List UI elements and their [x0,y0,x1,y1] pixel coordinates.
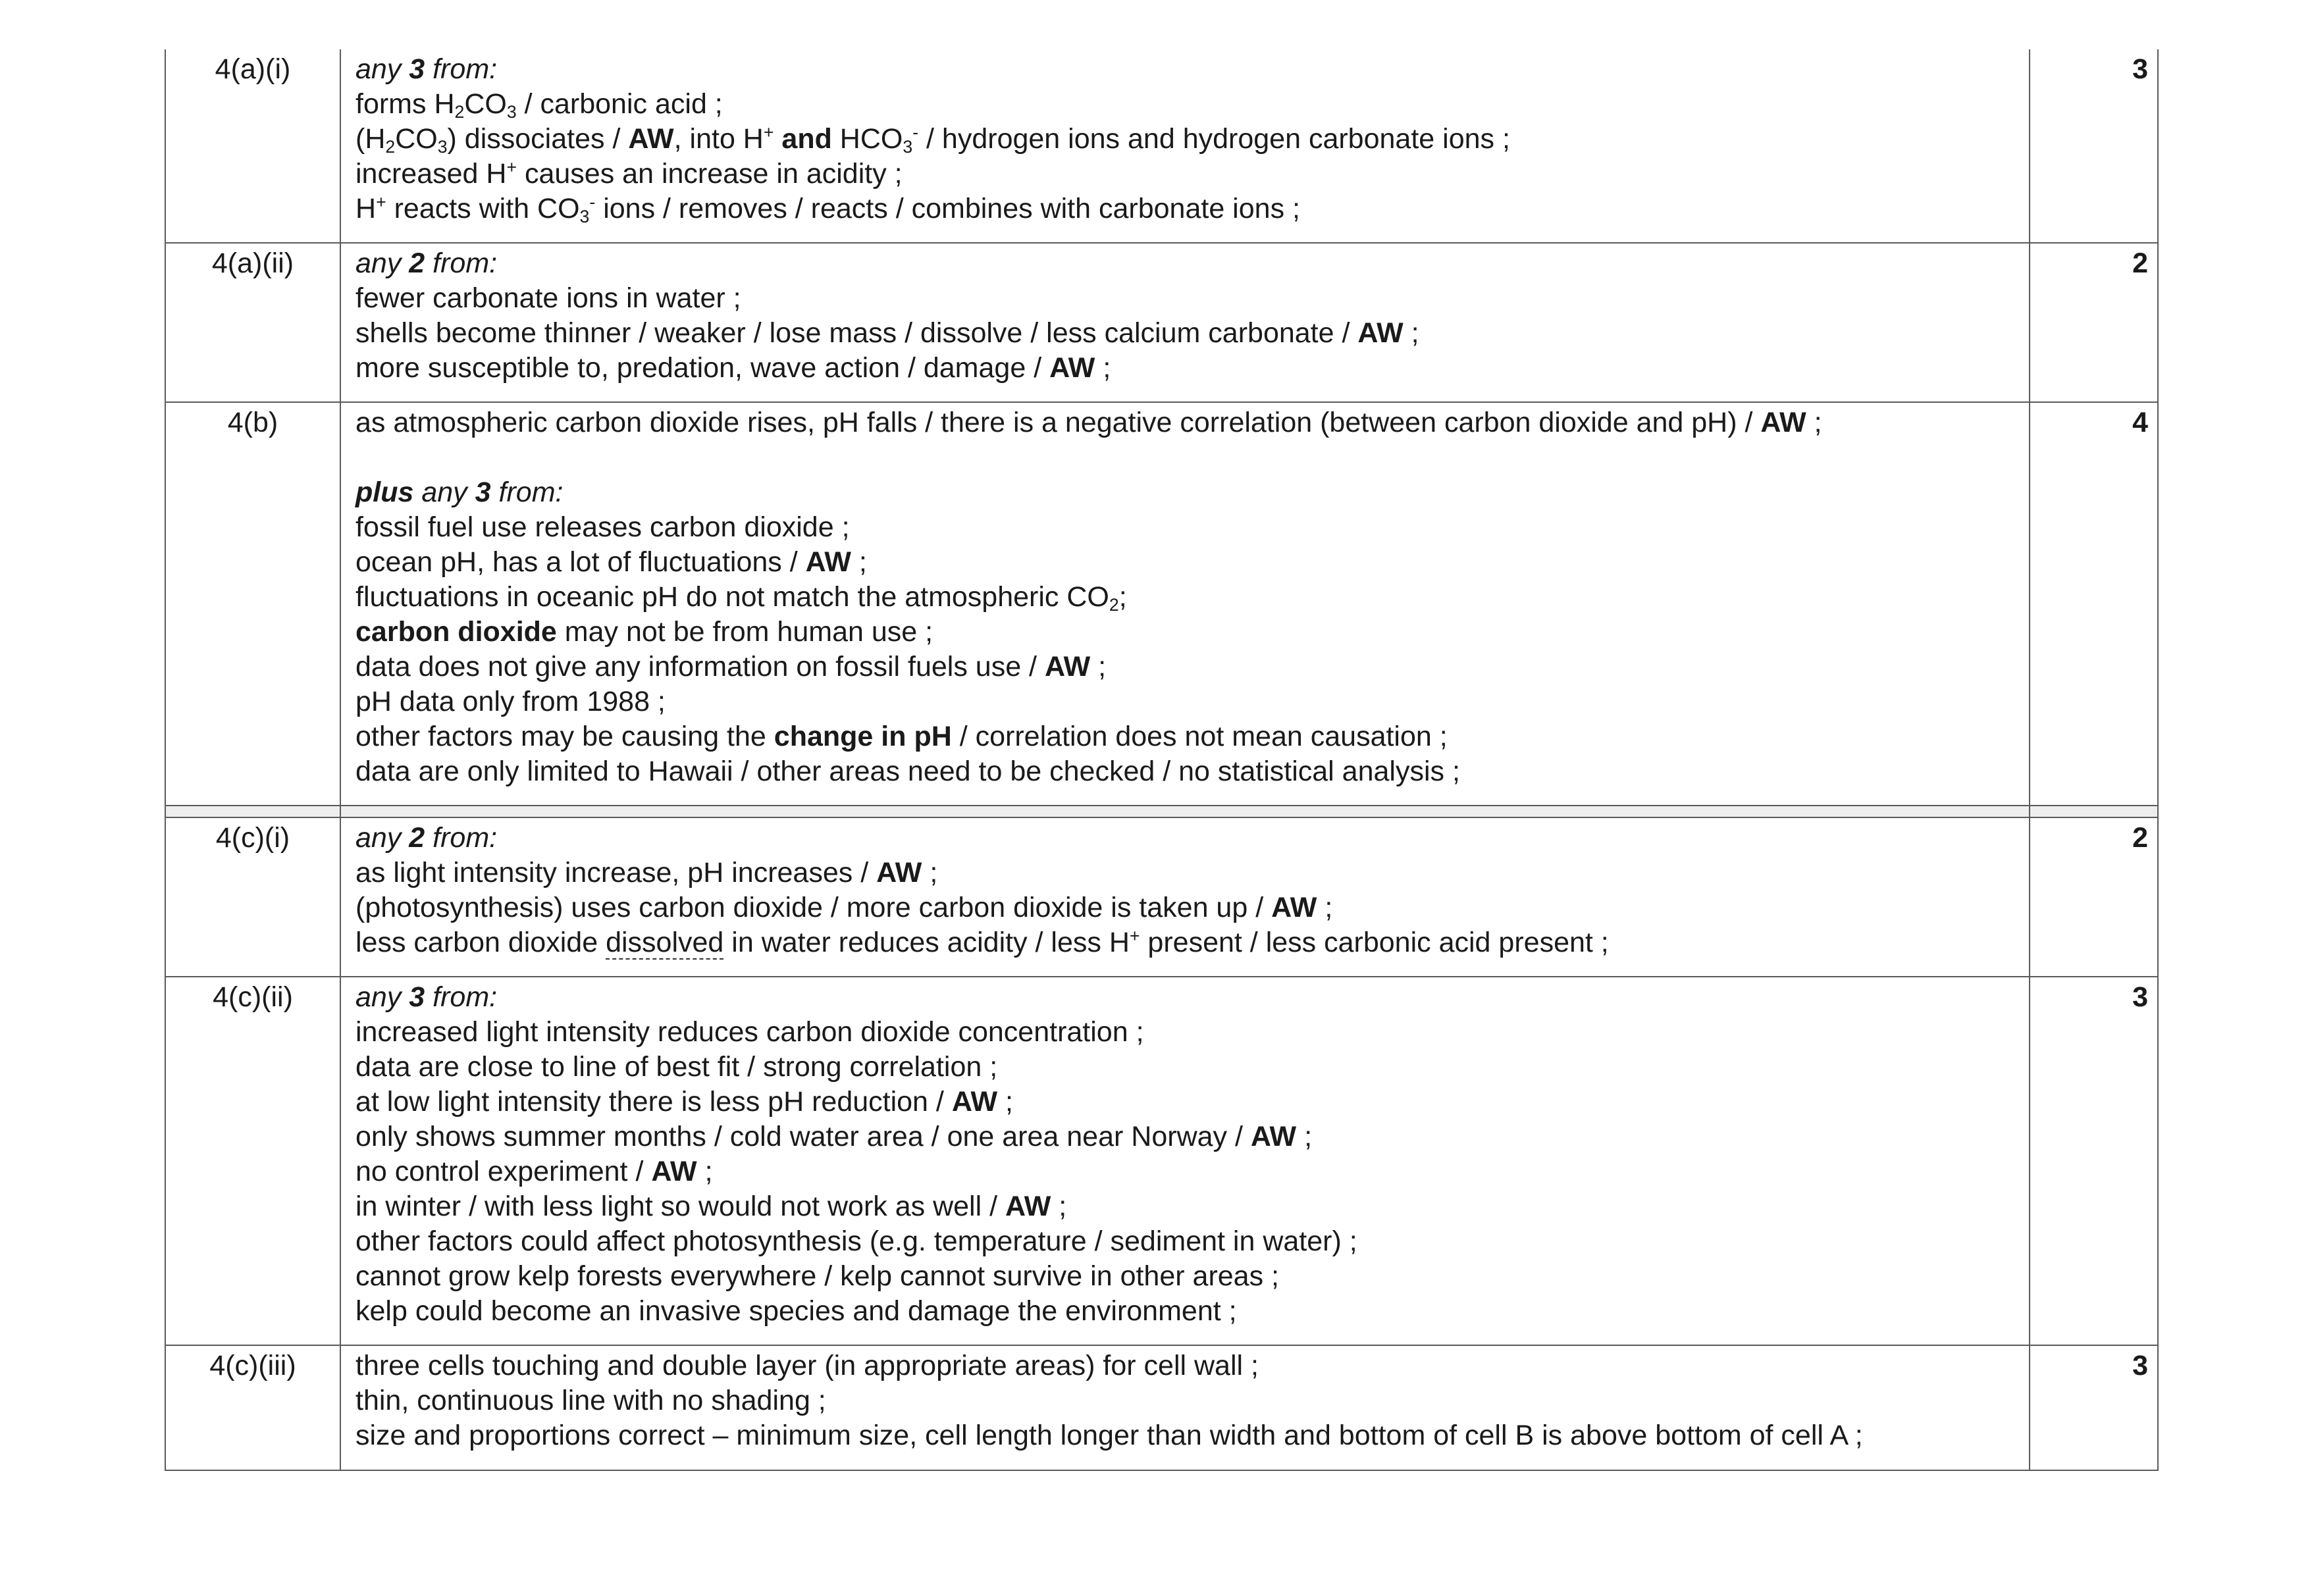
question-number: 4(a)(ii) [165,243,340,402]
question-number: 4(b) [165,402,340,806]
marks-value: 3 [2030,1345,2158,1470]
answer-line: $(H_2CO_3)$ dissociates / AW, into H+ and $HCO_3^-$ / hydrogen ions and hydrogen carbonate ions ; [355,122,1510,157]
table-row [165,243,2158,402]
answer-line: (photosynthesis) uses carbon dioxide / more carbon dioxide is taken up / AW ; [355,892,1333,923]
marks-value: 2 [2030,243,2158,402]
answer-line: at low light intensity there is less pH reduction / AW ; [355,1086,1014,1118]
answer-line: any 3 from: [355,53,498,85]
answer-line: in winter / with less light so would not work as well / AW ; [355,1191,1067,1222]
blank-line [355,440,2017,475]
answer-line: only shows summer months / cold water area / one area near Norway / AW ; [355,1121,1313,1152]
marks-value: 2 [2030,817,2158,977]
mark-scheme-table [165,49,2159,1471]
answer-line: forms $H_2CO_3$ / carbonic acid ; [355,88,723,122]
table-row [165,817,2158,977]
answer-cell [340,49,2030,243]
answer-line: H+ reacts with $CO_3^-$ ions / removes / reacts / combines with carbonate ions ; [355,192,1300,227]
answer-line: other factors could affect photosynthesis (e.g. temperature / sediment in water) ; [355,1225,1357,1257]
marks-value: 3 [2030,49,2158,243]
answer-line: plus any 3 from: [355,476,564,508]
answer-line: data are close to line of best fit / strong correlation ; [355,1051,998,1083]
answer-line: other factors may be causing the change in pH / correlation does not mean causation ; [355,721,1448,752]
answer-line: ocean pH, has a lot of fluctuations / AW ; [355,546,867,578]
answer-line: any 3 from: [355,981,498,1013]
answer-line: kelp could become an invasive species and damage the environment ; [355,1295,1237,1327]
answer-line: increased light intensity reduces carbon dioxide concentration ; [355,1016,1144,1048]
answer-line: fossil fuel use releases carbon dioxide ; [355,511,850,543]
answer-line: as atmospheric carbon dioxide rises, pH falls / there is a negative correlation (between carbon dioxide and pH) / AW ; [355,407,1822,438]
table-row [165,977,2158,1345]
table-row [165,1345,2158,1470]
mark-scheme-page [165,49,2157,1471]
question-number: 4(c)(ii) [165,977,340,1345]
answer-cell [340,977,2030,1345]
marks-value: 3 [2030,977,2158,1345]
underlined-keyword: dissolved [606,927,724,958]
answer-line: pH data only from 1988 ; [355,686,666,717]
answer-line: increased H+ causes an increase in acidity ; [355,157,903,190]
table-row [165,402,2158,806]
answer-line: any 2 from: [355,822,498,854]
answer-line: any 2 from: [355,247,498,279]
answer-cell [340,817,2030,977]
answer-cell [340,243,2030,402]
answer-line: cannot grow kelp forests everywhere / kelp cannot survive in other areas ; [355,1260,1279,1292]
question-number: 4(a)(i) [165,49,340,243]
question-number: 4(c)(iii) [165,1345,340,1470]
answer-cell [340,1345,2030,1470]
answer-line: as light intensity increase, pH increases / AW ; [355,857,938,888]
answer-line: three cells touching and double layer (in appropriate areas) for cell wall ; [355,1350,1259,1381]
answer-line: data does not give any information on fossil fuels use / AW ; [355,651,1107,682]
answer-line: shells become thinner / weaker / lose mass / dissolve / less calcium carbonate / AW ; [355,317,1419,349]
answer-line: data are only limited to Hawaii / other areas need to be checked / no statistical analysis ; [355,756,1460,787]
answer-line: more susceptible to, predation, wave action / damage / AW ; [355,352,1111,384]
answer-cell [340,402,2030,806]
answer-line: no control experiment / AW ; [355,1156,713,1187]
answer-line: thin, continuous line with no shading ; [355,1385,826,1416]
table-row [165,49,2158,243]
answer-line: fluctuations in oceanic pH do not match the atmospheric $CO_2$; [355,581,1127,615]
question-number: 4(c)(i) [165,817,340,977]
page-break-separator [165,806,2158,817]
marks-value: 4 [2030,402,2158,806]
answer-line: less carbon dioxide dissolved in water reduces acidity / less H+ present / less carbonic acid present ; [355,926,1609,958]
answer-line: fewer carbonate ions in water ; [355,282,741,314]
answer-line: carbon dioxide may not be from human use ; [355,616,933,648]
answer-line: size and proportions correct – minimum size, cell length longer than width and bottom of cell B is above bottom of cell A ; [355,1420,1863,1451]
